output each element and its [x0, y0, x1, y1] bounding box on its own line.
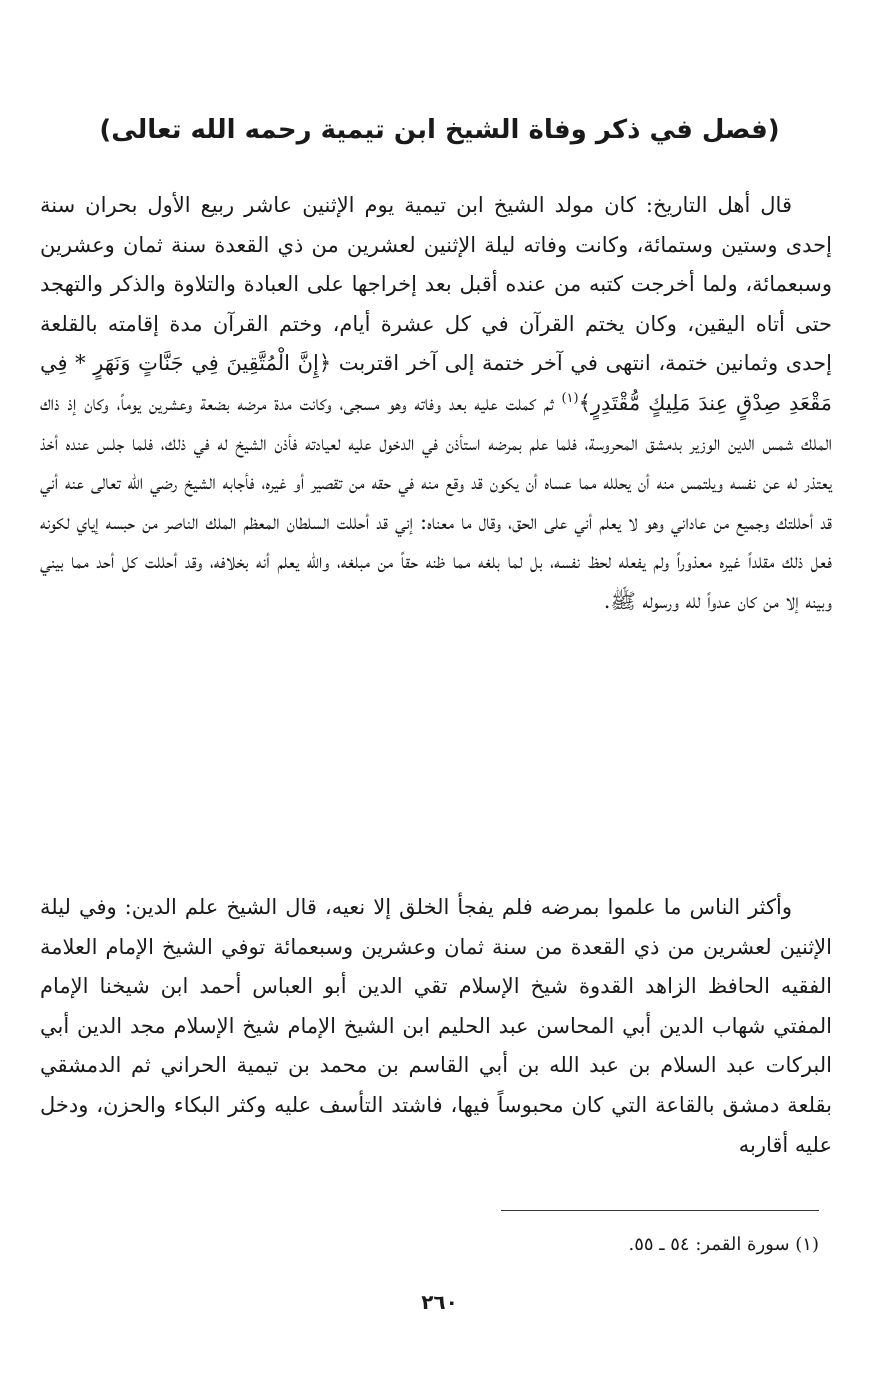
- paragraph-1: [40, 186, 832, 622]
- footnote-ref-mark: (١): [561, 390, 579, 406]
- footnote: (١) سورة القمر: ٥٤ ـ ٥٥.: [628, 1234, 819, 1255]
- chapter-title: (فصل في ذكر وفاة الشيخ ابن تيمية رحمه الله تعالى): [99, 115, 780, 145]
- paragraph-1-text-before-ref: قال أهل التاريخ: كان مولد الشيخ ابن تيمية يوم الإثنين عاشر ربيع الأول بحران سنة إحدى وستين وستمائة، وكانت وفاته ليلة الإثنين لعشرين من ذي القعدة سنة ثمان وعشرين وسبعمائة، ولما أخرجت كتبه من عنده أقبل بعد إخراجها على العبادة والتلاوة والذكر والتهجد حتى أتاه اليقين، وكان يختم القرآن في كل عشرة أيام، وختم القرآن مدة إقامته بالقلعة إحدى وثمانين ختمة، انتهى في آخر ختمة إلى آخر اقتربت ﴿إِنَّ الْمُتَّقِينَ فِي جَنَّاتٍ وَنَهَرٍ * فِي مَقْعَدِ صِدْقٍ عِندَ مَلِيكٍ مُّقْتَدِرٍ﴾: [40, 193, 832, 415]
- paragraph-1-text-after-ref: ثم كملت عليه بعد وفاته وهو مسجى، وكانت مدة مرضه بضعة وعشرين يوماً، وكان إذ ذاك الملك شمس الدين الوزير بدمشق المحروسة، فلما علم بمرضه استأذن في الدخول عليه لعيادته فأذن الشيخ له في ذلك، فلما جلس عنده أخذ يعتذر له عن نفسه ويلتمس منه أن يحلله مما عساه أن يكون قد وقع منه في حقه من تقصير أو غيره، فأجابه الشيخ رضي الله تعالى عنه أني قد أحللتك وجميع من عاداني وهو لا يعلم أني على الحق، وقال ما معناه: إني قد أحللت السلطان المعظم الملك الناصر من حبسه إياي لكونه فعل ذلك مقلداً غيره معذوراً ولم يفعله لحظ نفسه، بل لما بلغه مما ظنه حقاً من مبلغه، والله يعلم أنه بخلافه، وقد أحللت كل أحد مما بيني وبينه إلا من كان عدواً لله ورسوله ﷺ.: [40, 390, 832, 613]
- paragraph-2-text: وأكثر الناس ما علموا بمرضه فلم يفجأ الخلق إلا نعيه، قال الشيخ علم الدين: وفي ليلة الإثنين لعشرين من ذي القعدة من سنة ثمان وعشرين وسبعمائة توفي الشيخ الإمام العلامة الفقيه الحافظ الزاهد القدوة شيخ الإسلام تقي الدين أبو العباس أحمد ابن شيخنا الإمام المفتي شهاب الدين أبي المحاسن عبد الحليم ابن الشيخ الإمام شيخ الإسلام مجد الدين أبي البركات عبد السلام بن عبد الله بن أبي القاسم بن محمد بن تيمية الحراني ثم الدمشقي بقلعة دمشق بالقاعة التي كان محبوساً فيها، فاشتد التأسف عليه وكثر البكاء والحزن، ودخل عليه أقاربه: [40, 895, 832, 1157]
- footnote-divider: [501, 1210, 819, 1211]
- page-number: ٢٦٠: [421, 1290, 458, 1314]
- paragraph-2: [40, 888, 832, 1165]
